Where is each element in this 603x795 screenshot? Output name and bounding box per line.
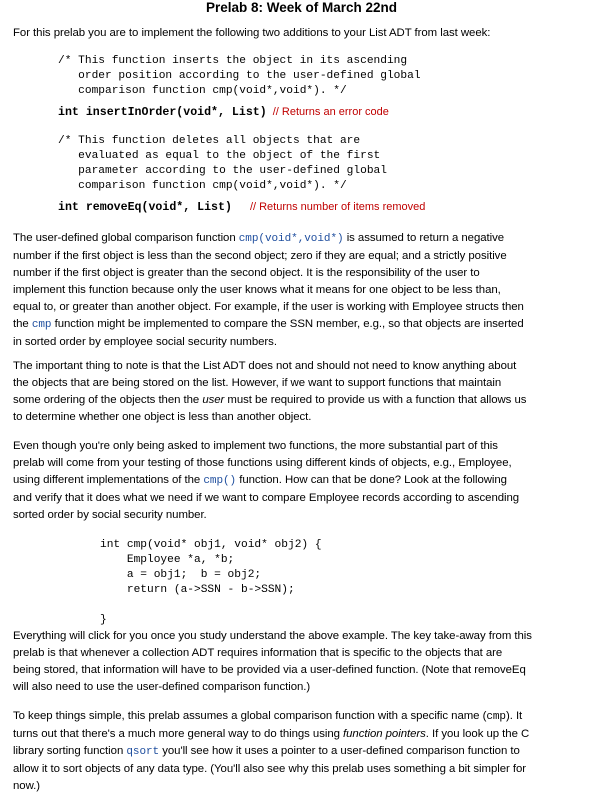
paragraph-adt-note: The important thing to note is that the List ADT does not and should not need to know anything about the objects that are being stored on the list. However, if we want to support functions that maintain some ordering of the objects then the user must be required to provide us with a function that allows us to determine whether one object is less than another object. [13, 360, 527, 423]
remove-declaration [58, 198, 425, 215]
comment-line: comparison function cmp(void*,void*). */ [58, 180, 347, 192]
paragraph-takeaway: Everything will click for you once you study understand the above example. The key take-away from this prelab is that whenever a collection ADT requires information that is specific to the objects that are being stored, that information will have to be provided via a user-defined function. (Note that removeEq will also need to use the user-defined comparison function.) [13, 630, 532, 693]
code-line [100, 598, 322, 613]
inline-code: cmp [486, 711, 506, 723]
insert-note: // Returns an error code [272, 106, 389, 118]
comment-line: /* This function inserts the object in its ascending [58, 55, 408, 67]
comment-line: evaluated as equal to the object of the first [58, 150, 381, 162]
inline-code: cmp() [203, 475, 237, 487]
comment-line: /* This function deletes all objects that are [58, 135, 361, 147]
intro-text: For this prelab you are to implement the following two additions to your List ADT from last week: [13, 27, 491, 39]
inline-code: qsort [126, 746, 160, 758]
paragraph-comparison: The user-defined global comparison function cmp(void*,void*) is assumed to return a negative number if the first object is less than the second object; zero if they are equal; and a strictly positive number if the first object is greater than the second object. It is the responsibility of the user to implement this function because only the user knows what it means for one object to be less than, equal to, or greater than another object. For example, if the user is working with Employee structs then the cmp function might be implemented to compare the SSN member, e.g., so that objects are inserted in sorted order by employee social security numbers. [13, 232, 524, 348]
code-line: } [100, 614, 107, 626]
code-line: int cmp(void* obj1, void* obj2) { [100, 539, 322, 551]
comment-line: parameter according to the user-defined global [58, 165, 387, 177]
remove-note: // Returns number of items removed [249, 201, 426, 213]
comment-line: order position according to the user-defined global [58, 70, 421, 82]
remove-signature: int removeEq(void*, List) [58, 201, 232, 214]
insert-comment-block [58, 54, 421, 99]
comment-line: comparison function cmp(void*,void*). */ [58, 85, 347, 97]
code-line: return (a->SSN - b->SSN); [100, 584, 295, 596]
code-line: a = obj1; b = obj2; [100, 569, 262, 581]
insert-declaration [58, 103, 389, 120]
insert-signature: int insertInOrder(void*, List) [58, 106, 267, 119]
paragraph-testing: Even though you're only being asked to implement two functions, the more substantial part of this prelab will come from your testing of those functions using different kinds of objects, e.g., Employee, using different implementations of the cmp() function. How can that be done? Look at the following and verify that it does what we need if we want to compare Employee records according to ascending sorted order by social security number. [13, 440, 520, 521]
emphasis: function pointers [343, 728, 426, 740]
paragraph-function-pointers: To keep things simple, this prelab assumes a global comparison function with a specific name (cmp). It turns out that there's a much more general way to do things using function pointers. If you look up the C library sorting function qsort you'll see how it uses a pointer to a user-defined comparison function to allow it to sort objects of any data type. (You'll also see why this prelab uses something a bit simpler for now.) [13, 710, 530, 792]
emphasis: user [202, 394, 225, 406]
inline-code: cmp(void*,void*) [238, 233, 344, 245]
code-line: Employee *a, *b; [100, 554, 235, 566]
remove-comment-block [58, 134, 387, 194]
example-code-block [100, 538, 322, 628]
page-title: Prelab 8: Week of March 22nd [205, 0, 398, 15]
inline-code: cmp [31, 319, 52, 331]
